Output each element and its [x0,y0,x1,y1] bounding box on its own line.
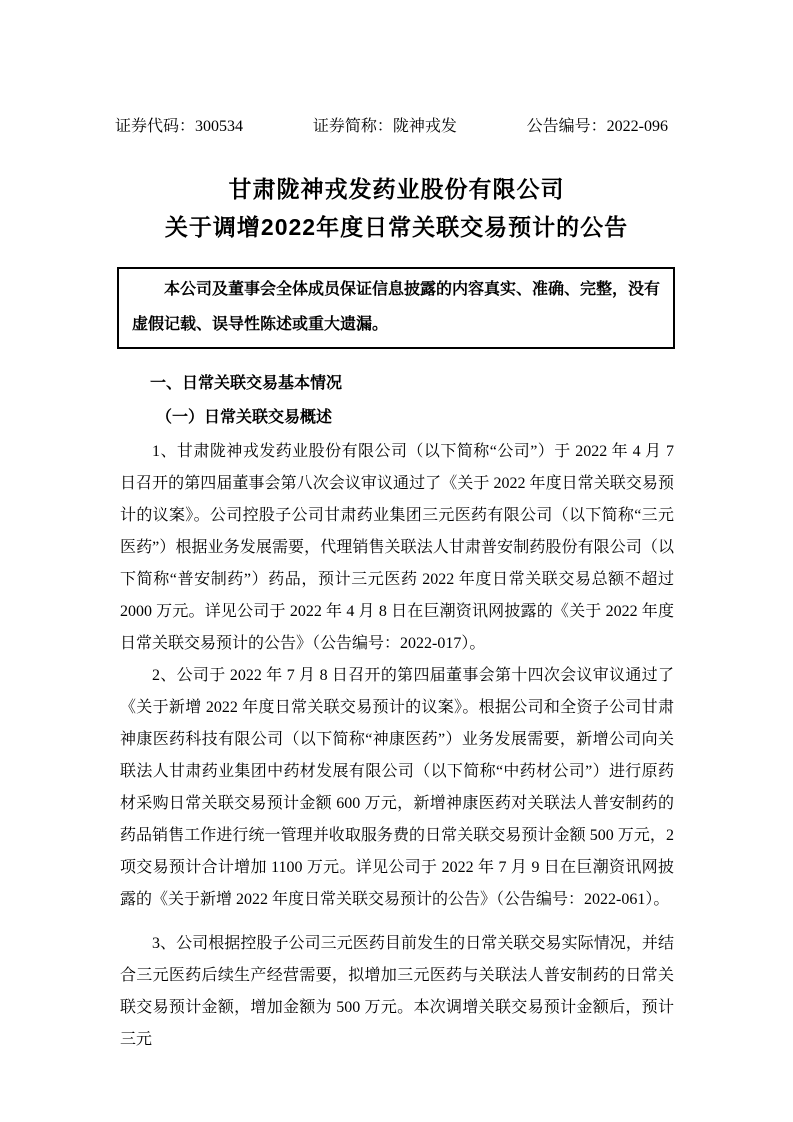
subsection-heading: （一）日常关联交易概述 [156,409,333,426]
stock-abbreviation: 证券简称：陇神戎发 [312,118,457,135]
paragraph-1: 1、甘肃陇神戎发药业股份有限公司（以下简称“公司”）于 2022 年 4 月 7 日召开的第四届董事会第八次会议审议通过了《关于 2022 年度日常关联交易预计的议案》。公司控股子公司甘肃药业集团三元医药有限公司（以下简称“三元医药”）根据业务发展需要，代理销售关联法人甘肃普安制药股份有限公司（以下简称“普安制药”）药品，预计三元医药 2022 年度日常关联交易总额不超过 2000 万元。详见公司于 2022 年 4 月 8 日在巨潮资讯网披露的《关于 2022 年度日常关联交易预计的公告》（公告编号：2022-017）。 [120,443,674,652]
document-title [0,170,793,246]
disclaimer-text: 本公司及董事会全体成员保证信息披露的内容真实、准确、完整，没有虚假记载、误导性陈述或重大遗漏。 [132,281,661,333]
header-row [115,116,668,137]
title-line-company: 甘肃陇神戎发药业股份有限公司 [228,176,565,202]
title-line-subject: 关于调增2022年度日常关联交易预计的公告 [164,214,629,240]
stock-code: 证券代码：300534 [115,118,244,135]
section-heading: 一、日常关联交易基本情况 [150,375,343,392]
paragraph-2: 2、公司于 2022 年 7 月 8 日召开的第四届董事会第十四次会议审议通过了《关于新增 2022 年度日常关联交易预计的议案》。根据公司和全资子公司甘肃神康医药科技有限公司（以下简称“神康医药”）业务发展需要，新增公司向关联法人甘肃药业集团中药材发展有限公司（以下简称“中药材公司”）进行原药材采购日常关联交易预计金额 600 万元，新增神康医药对关联法人普安制药的药品销售工作进行统一管理并收取服务费的日常关联交易预计金额 500 万元，2 项交易预计合计增加 1100 万元。详见公司于 2022 年 7 月 9 日在巨潮资讯网披露的《关于新增 2022 年度日常关联交易预计的公告》（公告编号：2022-061）。 [120,667,674,908]
announcement-number: 公告编号：2022-096 [526,118,668,135]
disclaimer-box [117,267,675,349]
paragraph-3: 3、公司根据控股子公司三元医药目前发生的日常关联交易实际情况，并结合三元医药后续生产经营需要，拟增加三元医药与关联法人普安制药的日常关联交易预计金额，增加金额为 500 万元。本次调增关联交易预计金额后，预计三元 [120,935,674,1048]
document-body [120,368,674,1056]
